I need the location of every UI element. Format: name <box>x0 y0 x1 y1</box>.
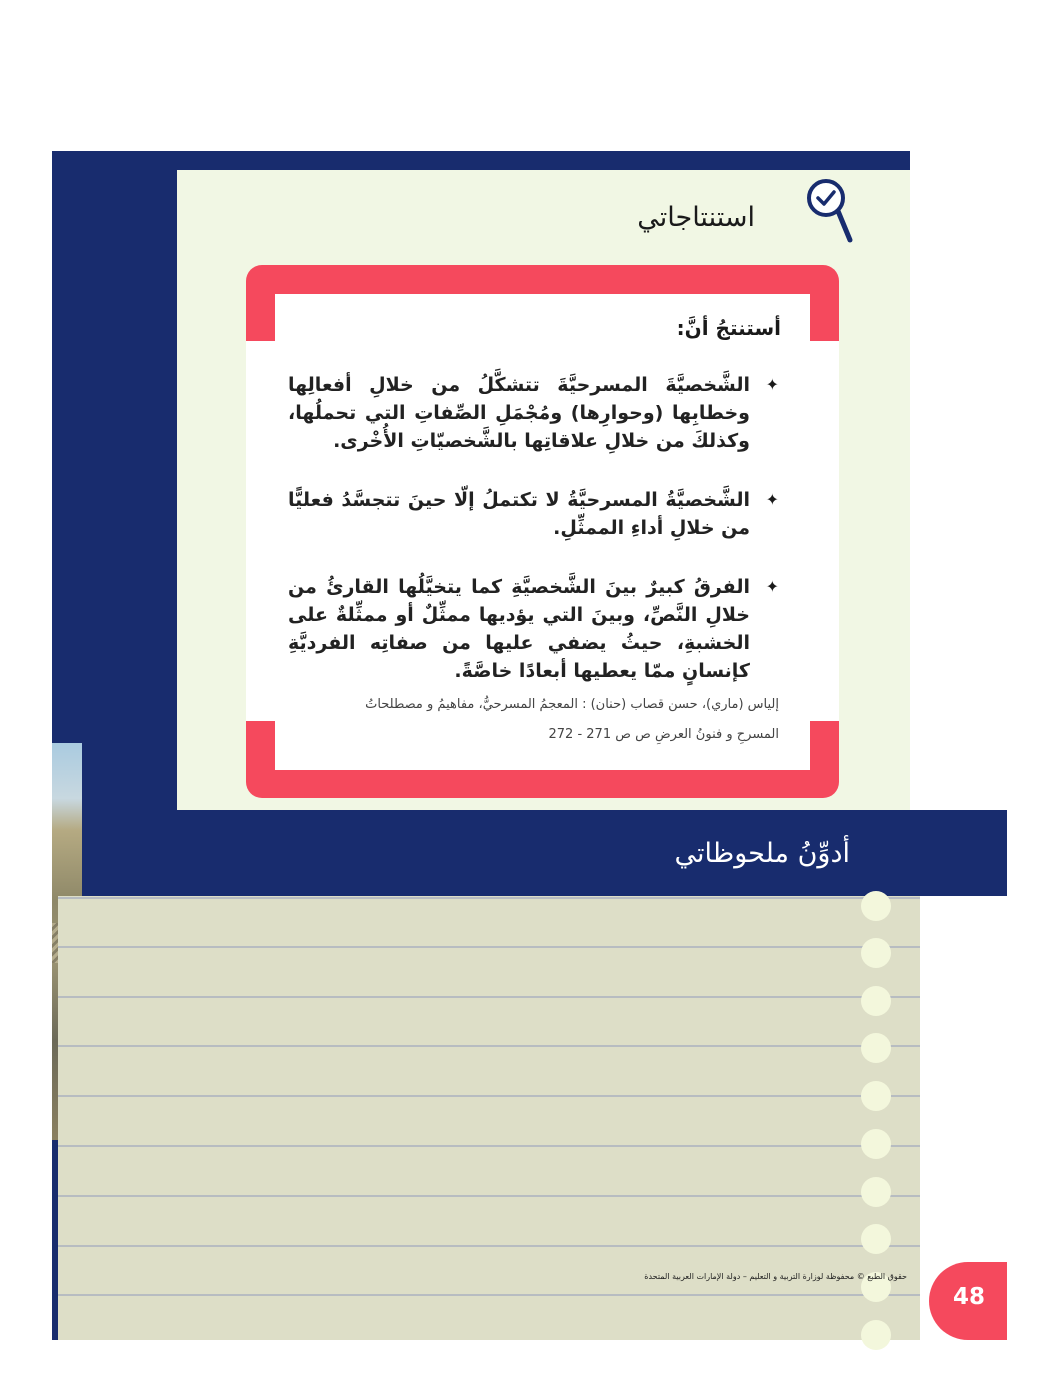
section-title: استنتاجاتي <box>637 202 755 233</box>
conclusion-point-3: الفرقُ كبيرٌ بينَ الشَّخصيَّةِ كما يتخيَّلُها القارئُ من خلالِ النَّصِّ، وبينَ التي يؤديها ممثِّلٌ أو ممثِّلةٌ على الخشبةِ، حيثُ يضفي عليها من صفاتِه الفرديَّةِ كإنسانٍ ممّا يعطيها أبعادًا خاصَّةً. <box>288 576 750 682</box>
bullet-icon: ✦ <box>765 490 779 509</box>
notebook-line <box>58 1245 920 1247</box>
binder-hole <box>861 891 891 921</box>
notebook-line <box>58 1145 920 1147</box>
search-check-icon <box>805 176 855 246</box>
frame-notch-right <box>810 341 839 721</box>
binder-hole <box>861 1033 891 1063</box>
citation-line-2: المسرحِ و فنونُ العرضِ ص ص 271 - 272 <box>548 727 779 742</box>
notebook-line <box>58 946 920 948</box>
copyright-notice: حقوق الطبع © محفوظة لوزارة التربية و التعليم – دولة الإمارات العربية المتحدة <box>644 1272 907 1281</box>
conclusion-intro: أستنتجُ أنَّ: <box>676 316 781 340</box>
binder-hole <box>861 1081 891 1111</box>
notebook-line <box>58 1195 920 1197</box>
citation-line-1: إلياس (ماري)، حسن قصاب (حنان) : المعجمُ المسرحيُّ، مفاهيمُ و مصطلحاتُ <box>365 697 779 712</box>
binder-hole <box>861 1177 891 1207</box>
notebook-line <box>58 1095 920 1097</box>
bullet-icon: ✦ <box>765 375 779 394</box>
binder-hole <box>861 1320 891 1350</box>
notebook-line <box>58 1045 920 1047</box>
notebook-line <box>58 996 920 998</box>
bullet-icon: ✦ <box>765 577 779 596</box>
notes-header-bar <box>82 810 1007 896</box>
conclusion-point-2: الشَّخصيَّةُ المسرحيَّةُ لا تكتملُ إلّا حينَ تتجسَّدُ فعليًّا من خلالِ أداءِ الممثِّلِ. <box>288 489 750 539</box>
notebook-line <box>58 1294 920 1296</box>
conclusion-point-1: الشَّخصيَّةَ المسرحيَّةَ تتشكَّلُ من خلالِ أفعالِها وخطابِها (وحوارِها) ومُجْمَلِ الصِّفاتِ التي تحملُها، وكذلكَ من خلالِ علاقاتِها بالشَّخصيّاتِ الأُخْرى. <box>288 374 750 452</box>
binder-hole <box>861 1224 891 1254</box>
binder-hole <box>861 1129 891 1159</box>
binder-hole <box>861 986 891 1016</box>
binder-hole <box>861 938 891 968</box>
notes-title: أدوِّنُ ملحوظاتي <box>674 838 850 869</box>
page-number: 48 <box>953 1284 986 1310</box>
frame-notch-left <box>246 341 275 721</box>
notebook-line <box>58 897 920 899</box>
